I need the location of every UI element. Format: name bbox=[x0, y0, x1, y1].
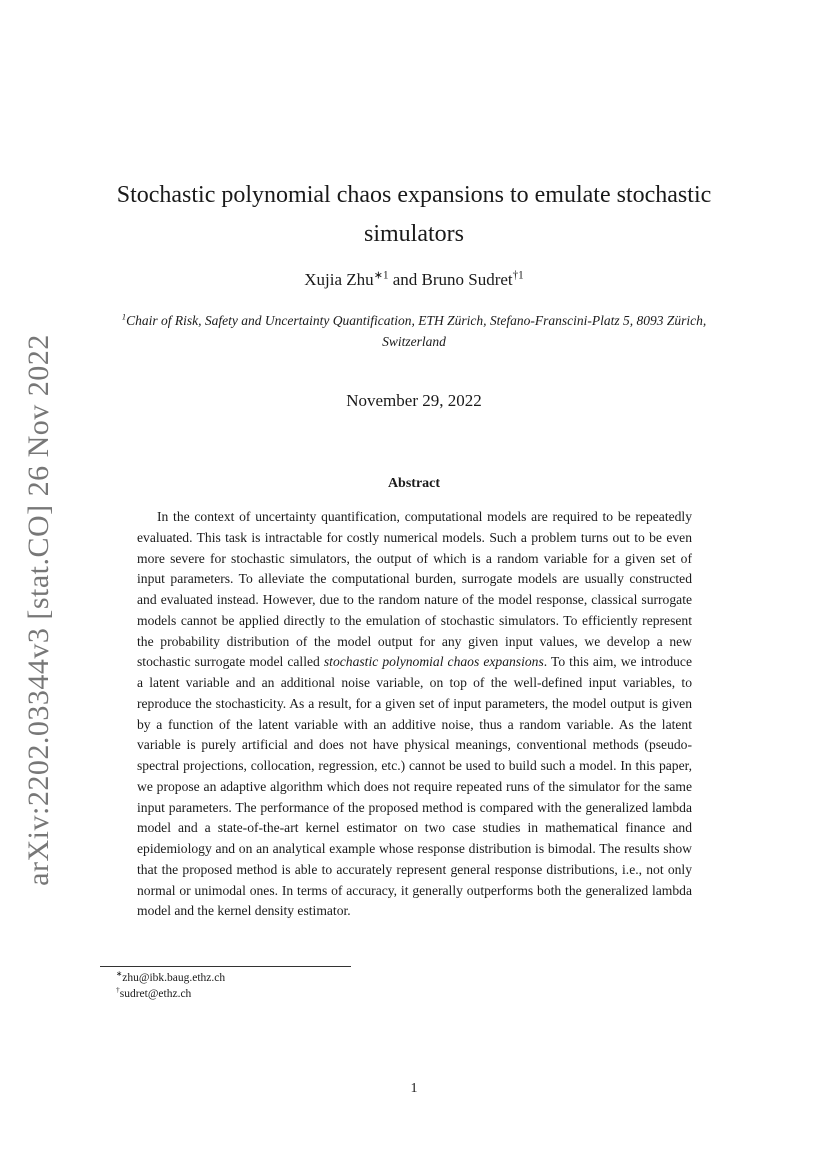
abstract-emphasis: stochastic polynomial chaos expansions bbox=[323, 654, 544, 670]
footnote-marker: ∗ bbox=[116, 969, 123, 979]
publication-date: November 29, 2022 bbox=[346, 391, 482, 410]
page-number: 1 bbox=[410, 1081, 418, 1096]
author-footnote-mark: †1 bbox=[512, 269, 524, 282]
author-separator: and bbox=[392, 270, 418, 289]
affiliation-marker: 1 bbox=[121, 311, 127, 322]
footnote-divider bbox=[100, 966, 351, 967]
abstract-body bbox=[137, 507, 692, 922]
author-list bbox=[100, 270, 728, 290]
affiliation-text: Chair of Risk, Safety and Uncertainty Quantification, ETH Zürich, Stefano-Franscini-Platz 5, 8093 Zürich, Switzerland bbox=[126, 313, 707, 349]
arxiv-identifier-stamp bbox=[17, 334, 61, 886]
paper-title: Stochastic polynomial chaos expansions to emulate stochastic simulators bbox=[116, 182, 712, 247]
author-footnote-mark: ∗1 bbox=[373, 269, 389, 282]
author-name: Bruno Sudret bbox=[421, 270, 513, 289]
arxiv-identifier-text: arXiv:2202.03344v3 [stat.CO] 26 Nov 2022 bbox=[22, 334, 55, 886]
footnote-email: zhu@ibk.baug.ethz.ch bbox=[122, 972, 226, 984]
abstract-text-part: . To this aim, we introduce a latent variable and an additional noise variable, on top of the well-defined input variables, to reproduce the stochasticity. As a result, for a given set of input parameters, the model output is given by a function of the latent variable with an additive noise, thus a random variable. As the latent variable is purely artificial and does not have physical meanings, conventional methods (pseudo-spectral projections, collocation, regression, etc.) cannot be used to build such a model. In this paper, we propose an adaptive algorithm which does not require repeated runs of the simulator for the same input parameters. The performance of the proposed method is compared with the generalized lambda model and a state-of-the-art kernel estimator on two case studies in mathematical finance and epidemiology and on an analytical example whose response distribution is bimodal. The results show that the proposed method is able to accurately represent general response distributions, i.e., not only normal or unimodal ones. In terms of accuracy, it generally outperforms both the generalized lambda model and the kernel density estimator. bbox=[137, 654, 692, 919]
author-affiliation bbox=[100, 310, 728, 352]
footnote-item bbox=[116, 970, 225, 986]
footnote-email: sudret@ethz.ch bbox=[119, 988, 192, 1000]
abstract-heading: Abstract bbox=[387, 476, 441, 491]
footnote-marker: † bbox=[116, 985, 120, 995]
author-name: Xujia Zhu bbox=[304, 270, 374, 289]
abstract-text-part: In the context of uncertainty quantification, computational models are required to be repeatedly evaluated. This task is intractable for costly numerical models. Such a problem turns out to be even more severe for stochastic simulators, the output of which is a random variable for a given set of input parameters. To alleviate the computational burden, surrogate models are usually constructed and evaluated instead. However, due to the random nature of the model response, classical surrogate models cannot be applied directly to the emulation of stochastic simulators. To efficiently represent the probability distribution of the model output for any given input values, we develop a new stochastic surrogate model called bbox=[137, 509, 692, 670]
footnote-item bbox=[116, 986, 225, 1002]
footnotes bbox=[116, 970, 225, 1002]
